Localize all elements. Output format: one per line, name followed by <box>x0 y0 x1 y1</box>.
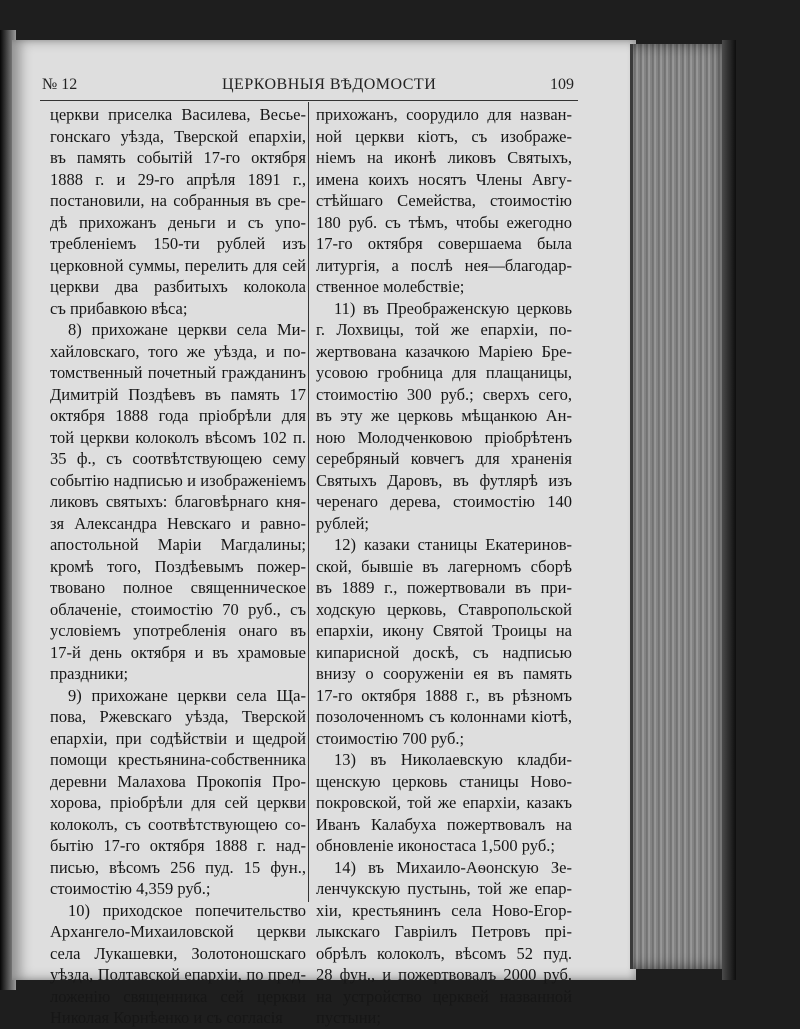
text-line: ходскую церковь, Ставропольской <box>316 599 572 619</box>
text-line: г. Лохвицы, той же епархіи, по- <box>316 320 572 339</box>
text-line: дѣ прихожанъ деньги и съ упо- <box>50 212 306 232</box>
text-line: внизу о сооруженіи ея въ память <box>316 664 572 683</box>
text-line: зя Александра Невскаго и равно- <box>50 513 306 533</box>
text-line: стоимостію 4,359 руб.; <box>50 879 211 898</box>
text-line: гонскаго уѣзда, Тверской епархіи, <box>50 126 306 146</box>
text-line: пустыни; <box>316 1008 381 1027</box>
text-line: 10) приходское попечительство <box>68 900 306 920</box>
text-line: ленчукскую пустынь, той же епар- <box>316 879 572 898</box>
text-line: 12) казаки станицы Екатеринов- <box>334 535 572 554</box>
text-line: праздники; <box>50 664 129 683</box>
text-line: 180 руб. съ тѣмъ, чтобы ежегодно <box>316 212 572 232</box>
text-line: 28 фун., и пожертвовалъ 2000 руб. <box>316 965 572 984</box>
text-line: жертвована казачкою Маріею Бре- <box>316 341 572 361</box>
running-header <box>42 76 574 96</box>
text-line: Святыхъ Даровъ, въ футлярѣ изъ <box>316 470 572 490</box>
text-line: стѣйшаго Семейства, стоимостію <box>316 191 572 210</box>
text-line: съ прибавкою вѣса; <box>50 298 188 318</box>
column-divider <box>308 102 309 902</box>
text-line: прихожанъ, соорудило для назван- <box>316 105 572 124</box>
text-line: той церкви колоколъ вѣсомъ 102 п. <box>50 427 306 447</box>
text-line: епархіи, при содѣйствіи и щедрой <box>50 728 306 748</box>
text-line: 35 ф., съ соотвѣтствующею сему <box>50 449 306 468</box>
text-line: постановили, на собранныя въ сре- <box>50 191 306 210</box>
text-line: деревни Малахова Прокопія Про- <box>50 771 306 791</box>
text-line: церкви два разбитыхъ колокола <box>50 277 306 296</box>
text-line: бытію 17-го октября 1888 г. над- <box>50 836 306 855</box>
journal-title: ЦЕРКОВНЫЯ ВѢДОМОСТИ <box>222 76 437 93</box>
text-line: лыкскаго Гавріилъ Петровъ прі- <box>316 922 572 941</box>
text-line: кипарисной доскѣ, съ надписью <box>316 642 572 662</box>
text-line: хіи, крестьянинъ села Ново-Егор- <box>316 900 572 920</box>
text-line: обрѣлъ колоколъ, вѣсомъ 52 пуд. <box>316 943 572 963</box>
text-line: 17-го октября 1888 г., въ рѣзномъ <box>316 685 572 705</box>
text-line: апостольной Маріи Магдалины; <box>50 535 306 554</box>
text-line: октября 1888 года пріобрѣли для <box>50 406 306 425</box>
text-line: церковной суммы, перелить для сей <box>50 255 306 275</box>
text-line: позолоченномъ съ колоннами кіотѣ, <box>316 707 572 726</box>
text-line: 1888 г. и 29-го апрѣля 1891 г., <box>50 169 306 189</box>
text-line: села Лукашевки, Золотоношскаго <box>50 943 306 963</box>
page-number: 109 <box>550 76 574 93</box>
text-line: Иванъ Калабуха пожертвовалъ на <box>316 814 572 834</box>
text-line: имена коихъ носятъ Члены Авгу- <box>316 169 572 189</box>
text-line: стоимостію 700 руб.; <box>316 728 465 748</box>
text-line: въ эту же церковь мѣщанкою Ан- <box>316 406 572 425</box>
text-line: ной церкви кіотъ, съ изображе- <box>316 126 572 146</box>
text-line: писью, вѣсомъ 256 пуд. 15 фун., <box>50 857 306 877</box>
text-line: 14) въ Михаило-Аѳонскую Зе- <box>334 857 572 877</box>
text-line: уѣзда, Полтавской епархіи, по пред- <box>50 965 306 984</box>
text-line: облаченіе, стоимостію 70 руб., съ <box>50 599 306 619</box>
text-line: епархіи, икону Святой Троицы на <box>316 621 572 640</box>
issue-number: № 12 <box>42 76 78 93</box>
text-line: рублей; <box>316 513 370 533</box>
text-line: черенаго дерева, стоимостію 140 <box>316 492 572 511</box>
book-cover-edge <box>722 40 736 980</box>
text-line: ложенію священника сей церкви <box>50 986 306 1006</box>
text-line: покровской, той же епархіи, казакъ <box>316 793 572 812</box>
text-line: требленіемъ 150-ти рублей изъ <box>50 234 306 253</box>
text-line: въ 1889 г., пожертвовали въ при- <box>316 578 572 597</box>
text-line: ственное молебствіе; <box>316 277 465 296</box>
text-line: томственный почетный гражданинъ <box>50 363 306 382</box>
text-line: въ память событій 17-го октября <box>50 148 306 167</box>
text-line: колоколъ, съ соотвѣтствующею со- <box>50 814 306 834</box>
text-line: Николая Корнѣенко и съ согласія <box>50 1008 283 1027</box>
right-column <box>316 104 572 1029</box>
text-line: помощи крестьянина-собственника <box>50 750 306 769</box>
text-line: Архангело-Михаиловской церкви <box>50 922 306 941</box>
left-column <box>50 104 306 1029</box>
text-line: Димитрій Поздѣевъ въ память 17 <box>50 384 306 404</box>
text-line: 11) въ Преображенскую церковь <box>334 298 572 318</box>
text-line: 17-го октября совершаема была <box>316 234 572 253</box>
text-line: церкви приселка Василева, Весье- <box>50 105 306 124</box>
text-line: ною Молодченковою пріобрѣтенъ <box>316 427 572 447</box>
text-line: щенскую церковь станицы Ново- <box>316 771 572 791</box>
page-block-edge <box>630 44 733 969</box>
text-line: 9) прихожане церкви села Ща- <box>68 685 306 705</box>
text-line: обновленіе иконостаса 1,500 руб.; <box>316 836 555 855</box>
text-line: ніемъ на иконѣ ликовъ Святыхъ, <box>316 148 572 167</box>
text-line: 13) въ Николаевскую кладби- <box>334 750 572 769</box>
text-line: усовою гробница для плащаницы, <box>316 363 572 382</box>
text-line: твовано полное священническое <box>50 578 306 597</box>
text-line: хорова, пріобрѣли для сей церкви <box>50 793 306 812</box>
header-rule <box>40 100 578 101</box>
text-line: 8) прихожане церкви села Ми- <box>68 320 306 339</box>
text-line: кромѣ того, Поздѣевымъ пожер- <box>50 556 306 576</box>
text-line: литургія, а послѣ нея—благодар- <box>316 255 572 275</box>
text-line: стоимостію 300 руб.; сверхъ сего, <box>316 384 572 404</box>
text-line: серебряный ковчегъ для храненія <box>316 449 572 468</box>
text-line: ликовъ святыхъ: благовѣрнаго кня- <box>50 492 306 511</box>
text-line: ской, бывшіе въ лагерномъ сборѣ <box>316 556 572 576</box>
text-line: 17-й день октября и въ храмовые <box>50 642 306 662</box>
text-line: пова, Ржевскаго уѣзда, Тверской <box>50 707 306 726</box>
text-line: событію надписью и изображеніемъ <box>50 470 306 490</box>
text-line: условіемъ употребленія онаго въ <box>50 621 306 640</box>
text-line: на устройство церквей названной <box>316 986 572 1006</box>
text-line: хайловскаго, того же уѣзда, и по- <box>50 341 306 361</box>
